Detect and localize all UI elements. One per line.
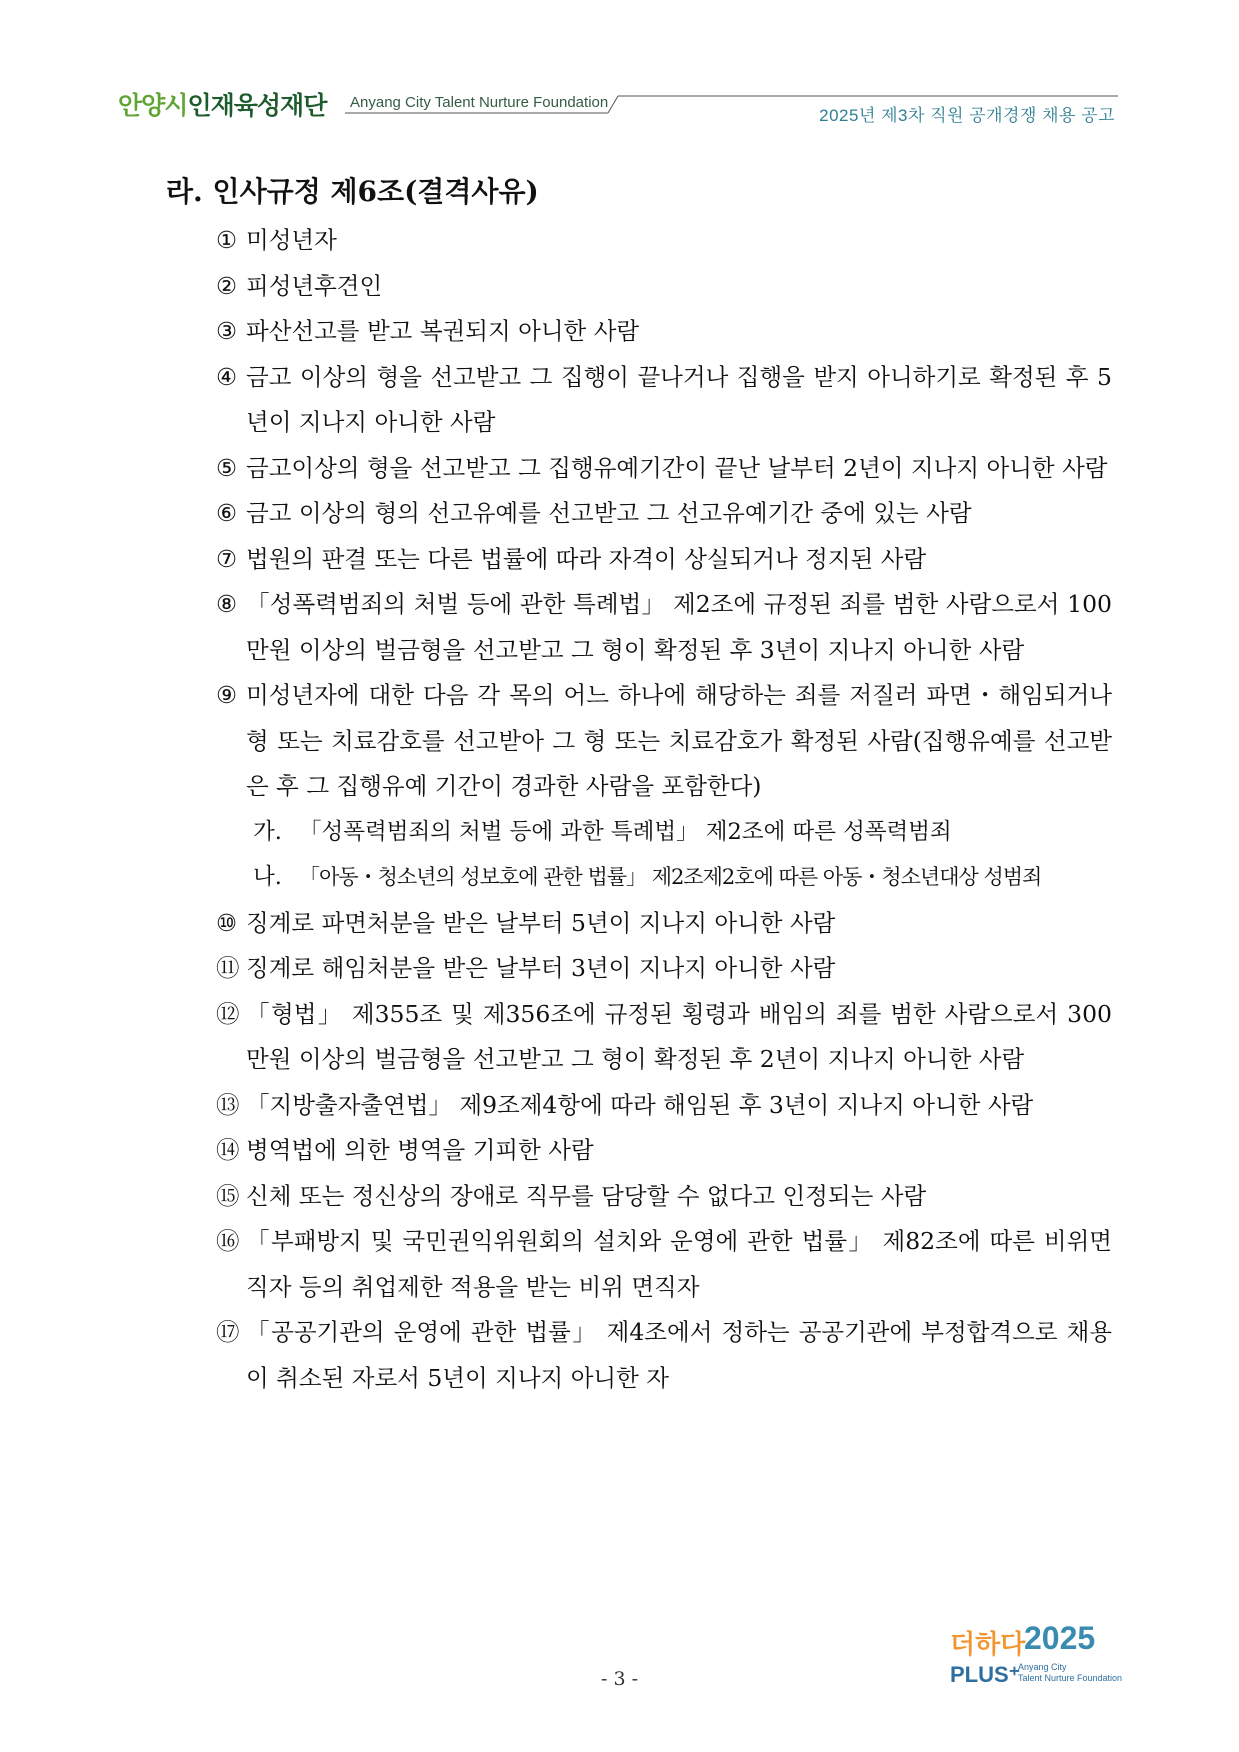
list-item (216, 1128, 1112, 1174)
item-text: 미성년자에 대한 다음 각 목의 어느 하나에 해당하는 죄를 저질러 파면・해임되거나 형 또는 치료감호를 선고받아 그 형 또는 치료감호가 확정된 사람(집행유예를 선고받은 후 그 집행유예 기간이 경과한 사람을 포함한다) (246, 681, 1112, 800)
item-text: 「공공기관의 운영에 관한 법률」 제4조에서 정하는 공공기관에 부정합격으로 채용이 취소된 자로서 5년이 지나지 아니한 자 (246, 1318, 1112, 1392)
item-number: ⑯ (216, 1227, 240, 1255)
item-text: 병역법에 의한 병역을 기피한 사람 (246, 1136, 594, 1164)
item-text: 금고 이상의 형을 선고받고 그 집행이 끝나거나 집행을 받지 아니하기로 확정된 후 5년이 지나지 아니한 사람 (246, 362, 1112, 436)
item-text: 「지방출자출연법」 제9조제4항에 따라 해임된 후 3년이 지나지 아니한 사람 (246, 1090, 1034, 1119)
item-number: ⑤ (216, 453, 238, 482)
sub-item (216, 810, 1112, 856)
item-number: ⑮ (216, 1181, 240, 1210)
disqualification-list (216, 218, 1112, 1401)
item-number: ⑥ (216, 499, 238, 527)
list-item (216, 309, 1112, 355)
item-text: 파산선고를 받고 복권되지 아니한 사람 (246, 317, 640, 345)
sub-item-label: 나. (253, 864, 282, 890)
item-number: ④ (216, 362, 238, 391)
item-number: ⑨ (216, 681, 238, 709)
section-title: 라. 인사규정 제6조(결격사유) (166, 175, 539, 208)
item-text: 미성년자 (246, 226, 337, 254)
item-text: 법원의 판결 또는 다른 법률에 따라 자격이 상실되거나 정지된 사람 (246, 544, 927, 573)
campaign-logo-org-line1: Anyang City (1018, 1662, 1067, 1672)
list-item (216, 582, 1112, 673)
item-text: 징계로 해임처분을 받은 날부터 3년이 지나지 아니한 사람 (246, 954, 836, 982)
item-text: 금고 이상의 형의 선고유예를 선고받고 그 선고유예기간 중에 있는 사람 (246, 499, 972, 527)
item-number: ③ (216, 317, 238, 345)
org-logo-part2: 인재육성재단 (187, 91, 327, 120)
campaign-logo-plus: PLUS⁺ (950, 1662, 1021, 1687)
page-header (0, 0, 1239, 140)
list-item (216, 992, 1112, 1083)
campaign-logo-year: 2025 (1024, 1620, 1096, 1656)
item-number: ⑧ (216, 590, 238, 618)
item-number: ⑦ (216, 544, 238, 573)
item-number: ⑰ (216, 1318, 240, 1346)
item-text: 「형법」 제355조 및 제356조에 규정된 횡령과 배임의 죄를 범한 사람으로서 300만원 이상의 벌금형을 선고받고 그 형이 확정된 후 2년이 지나지 아니한 사람 (246, 999, 1112, 1073)
list-item (216, 355, 1112, 446)
campaign-logo-org (1018, 1662, 1122, 1684)
list-item (216, 218, 1112, 264)
item-number: ⑫ (216, 999, 240, 1028)
page-number: - 3 - (600, 1668, 638, 1690)
sub-item-label: 가. (253, 818, 282, 845)
list-item (216, 1310, 1112, 1401)
list-item (216, 446, 1112, 492)
item-text: 금고이상의 형을 선고받고 그 집행유예기간이 끝난 날부터 2년이 지나지 아니한 사람 (246, 453, 1108, 482)
list-item (216, 1174, 1112, 1220)
item-text: 「부패방지 및 국민권익위원회의 설치와 운영에 관한 법률」 제82조에 따른 비위면직자 등의 취업제한 적용을 받는 비위 면직자 (246, 1227, 1112, 1301)
list-item (216, 491, 1112, 537)
list-item (216, 1219, 1112, 1310)
list-item (216, 537, 1112, 583)
item-text: 신체 또는 정신상의 장애로 직무를 담당할 수 없다고 인정되는 사람 (246, 1181, 927, 1210)
list-item (216, 264, 1112, 310)
item-number: ⑪ (216, 954, 240, 982)
item-number: ② (216, 271, 238, 300)
sub-item-text: 「아동・청소년의 성보호에 관한 법률」 제2조제2호에 따른 아동・청소년대상 성범죄 (299, 865, 1042, 889)
item-number: ⑭ (216, 1136, 240, 1164)
org-logo-english: Anyang City Talent Nurture Foundation (350, 94, 609, 111)
org-logo-part1: 안양시 (118, 91, 188, 120)
campaign-logo-korean: 더하다 (950, 1630, 1026, 1660)
list-item (216, 1083, 1112, 1129)
list-item (216, 673, 1112, 810)
campaign-logo-org-line2: Talent Nurture Foundation (1018, 1673, 1123, 1683)
sub-item (216, 855, 1112, 901)
item-number: ⑬ (216, 1090, 240, 1119)
list-item (216, 901, 1112, 947)
item-text: 징계로 파면처분을 받은 날부터 5년이 지나지 아니한 사람 (246, 908, 836, 937)
item-text: 피성년후견인 (246, 271, 383, 300)
item-number: ① (216, 226, 238, 254)
item-number: ⑩ (216, 908, 238, 937)
document-title: 2025년 제3차 직원 공개경쟁 채용 공고 (819, 106, 1115, 125)
campaign-logo (950, 1620, 1130, 1694)
item-text: 「성폭력범죄의 처벌 등에 관한 특례법」 제2조에 규정된 죄를 범한 사람으로서 100만원 이상의 벌금형을 선고받고 그 형이 확정된 후 3년이 지나지 아니한 사람 (246, 590, 1112, 664)
list-item (216, 946, 1112, 992)
sub-item-text: 「성폭력범죄의 처벌 등에 과한 특례법」 제2조에 따른 성폭력범죄 (299, 818, 952, 845)
